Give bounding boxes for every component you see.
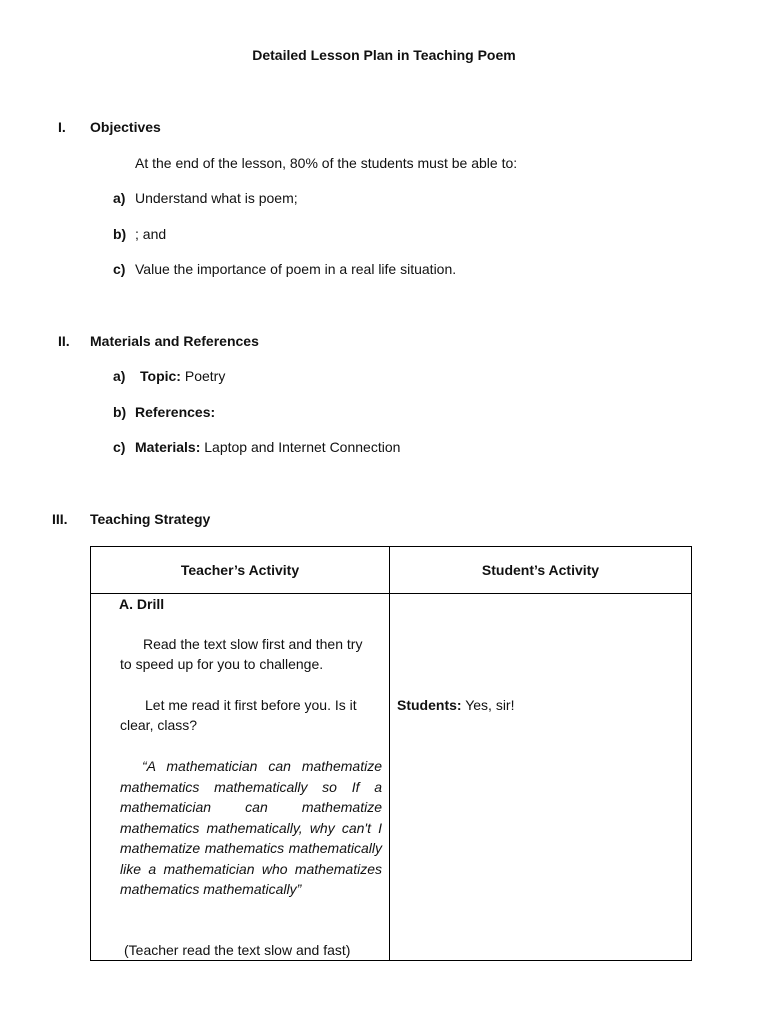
section-strategy-heading: Teaching Strategy [90,511,211,527]
drill-para1-line1: Read the text slow first and then try [143,636,363,652]
materials-c-letter: c) [113,439,126,455]
materials-topic-label: Topic: [140,368,181,384]
objectives-intro: At the end of the lesson, 80% of the students must be able to: [135,155,518,171]
student-response-label: Students: [397,697,462,713]
materials-materials-label: Materials: [135,439,201,455]
materials-topic [140,368,225,385]
objective-c-text: Value the importance of poem in a real life situation. [135,261,457,277]
materials-references [135,404,215,421]
student-response [397,695,514,716]
document-title: Detailed Lesson Plan in Teaching Poem [252,47,516,63]
objective-b-letter: b) [113,226,127,242]
materials-references-label: References: [135,404,216,420]
teacher-note: (Teacher read the text slow and fast) [124,942,351,958]
student-activity-header: Student’s Activity [390,547,692,594]
section-strategy-numeral: III. [52,511,68,527]
drill-para2-line1: Let me read it first before you. Is it [145,697,357,713]
objective-b-text: ; and [135,226,167,242]
tongue-twister-quote: “A mathematician can mathematize mathematics mathematically so If a mathematician can mathematize mathematics mathematically, why can't I mathematize mathematics mathematically like a mathematician who mathematizes mathematics mathematically” [120,758,382,897]
teacher-activity-header: Teacher’s Activity [91,547,390,594]
materials-topic-value: Poetry [180,368,226,384]
section-objectives-heading: Objectives [90,119,161,135]
objective-c-letter: c) [113,261,126,277]
objective-a-text: Understand what is poem; [135,190,298,206]
student-response-text: Yes, sir! [461,697,515,713]
materials-materials-value: Laptop and Internet Connection [200,439,401,455]
section-materials-numeral: II. [58,333,70,349]
drill-para2-line2: clear, class? [120,717,198,733]
drill-para1-line2: to speed up for you to challenge. [120,656,324,672]
table-row [91,594,692,961]
objective-a-letter: a) [113,190,126,206]
materials-a-letter: a) [113,368,126,384]
section-objectives-numeral: I. [58,119,66,135]
drill-subheading: A. Drill [119,596,165,612]
table-header-row [91,547,692,594]
materials-materials [135,439,400,456]
section-materials-heading: Materials and References [90,333,259,349]
teacher-activity-cell [91,594,390,961]
student-activity-cell [390,594,692,961]
teaching-strategy-table [90,546,692,961]
materials-b-letter: b) [113,404,127,420]
